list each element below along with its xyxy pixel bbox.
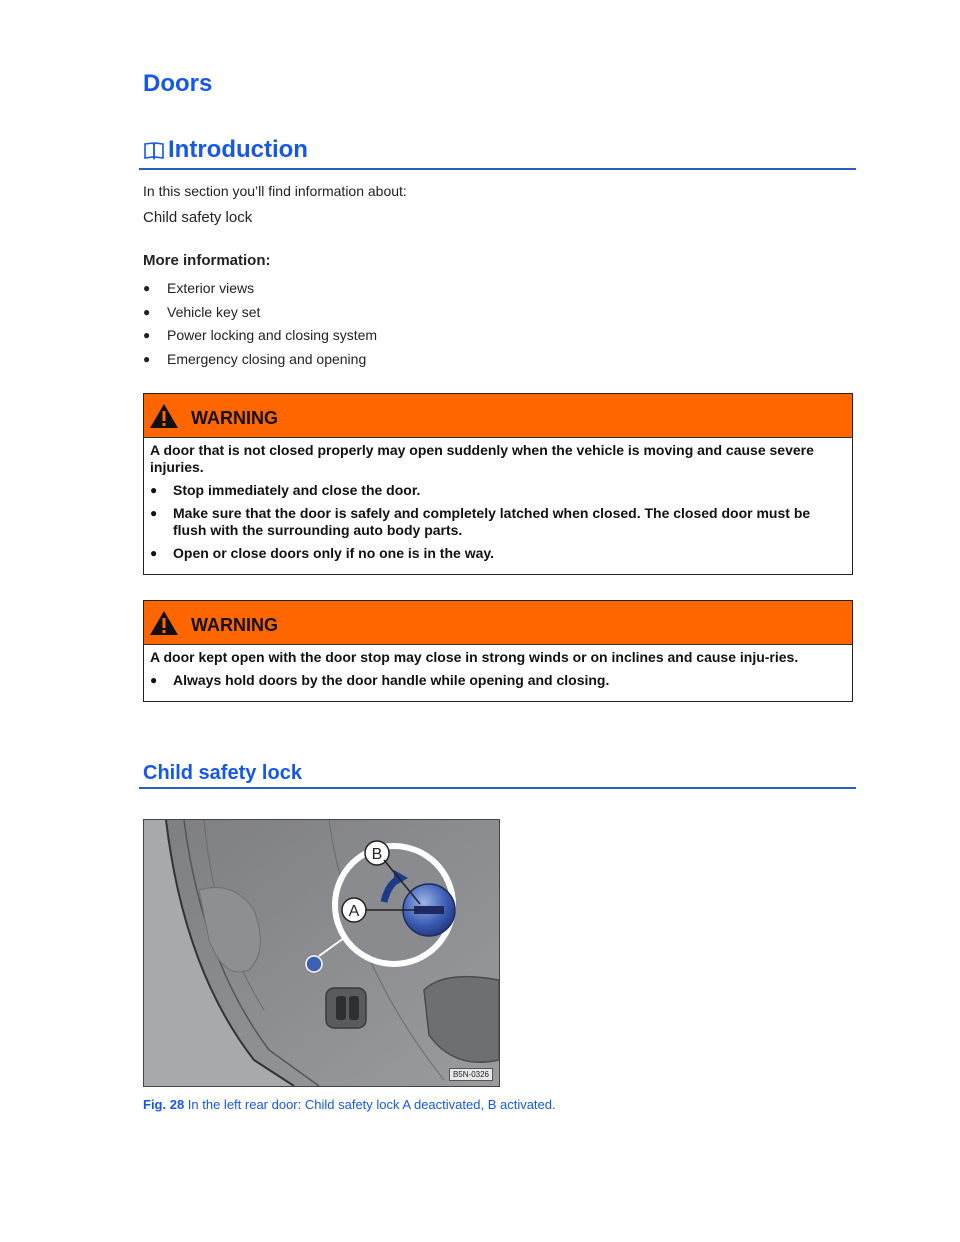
heading-text: Introduction — [168, 136, 308, 163]
warning-body — [144, 645, 852, 701]
warning-body — [144, 438, 852, 574]
list-item[interactable]: ● Power locking and closing system — [143, 327, 378, 343]
warning-text: A door kept open with the door stop may close in strong winds or on inclines and cause inju-ries. — [150, 649, 799, 665]
heading-rule — [139, 787, 856, 789]
callout-label-b: B — [371, 846, 383, 863]
warning-label: WARNING — [191, 408, 278, 428]
warning-bullet: ● Stop immediately and close the door. — [150, 482, 421, 498]
warning-label: WARNING — [191, 615, 278, 635]
warning-box — [143, 600, 853, 702]
warning-header — [144, 394, 852, 438]
list-item[interactable]: ● Exterior views — [143, 280, 255, 296]
caption-text: In the left rear door: Child safety lock A deactivated, B activated. — [184, 1097, 556, 1112]
warning-triangle-icon — [149, 403, 179, 429]
child-safety-lock-link[interactable]: Child safety lock — [143, 209, 253, 226]
list-item[interactable]: ● Vehicle key set — [143, 303, 261, 320]
section-heading-introduction — [143, 136, 308, 164]
callout-label-a: A — [348, 903, 360, 920]
page-title: Doors — [143, 70, 213, 97]
warning-bullet: ● Make sure that the door is safely and completely latched when closed. The closed door must be flush with the surrounding auto body parts. — [150, 505, 811, 538]
more-info-label: More information: — [143, 252, 271, 269]
warning-header — [144, 601, 852, 645]
warning-bullet: ● Open or close doors only if no one is in the way. — [150, 545, 495, 561]
caption-number: Fig. 28 — [143, 1097, 185, 1112]
figure-code: B5N-0326 — [449, 1068, 493, 1081]
book-icon — [143, 139, 165, 161]
door-drawing — [144, 820, 499, 1086]
more-info-list — [143, 280, 377, 374]
figure-caption — [143, 1097, 556, 1112]
intro-text: In this section you’ll find information about: — [143, 183, 407, 199]
warning-triangle-icon — [149, 610, 179, 636]
heading-rule — [139, 168, 856, 170]
door-illustration — [143, 819, 500, 1087]
section-heading-child-safety-lock: Child safety lock — [143, 762, 302, 784]
warning-bullet: ● Always hold doors by the door handle while opening and closing. — [150, 672, 610, 688]
warning-box — [143, 393, 853, 575]
list-item[interactable]: ● Emergency closing and opening — [143, 350, 367, 367]
warning-text: A door that is not closed properly may open suddenly when the vehicle is moving and cause severe injuries. — [150, 442, 814, 475]
